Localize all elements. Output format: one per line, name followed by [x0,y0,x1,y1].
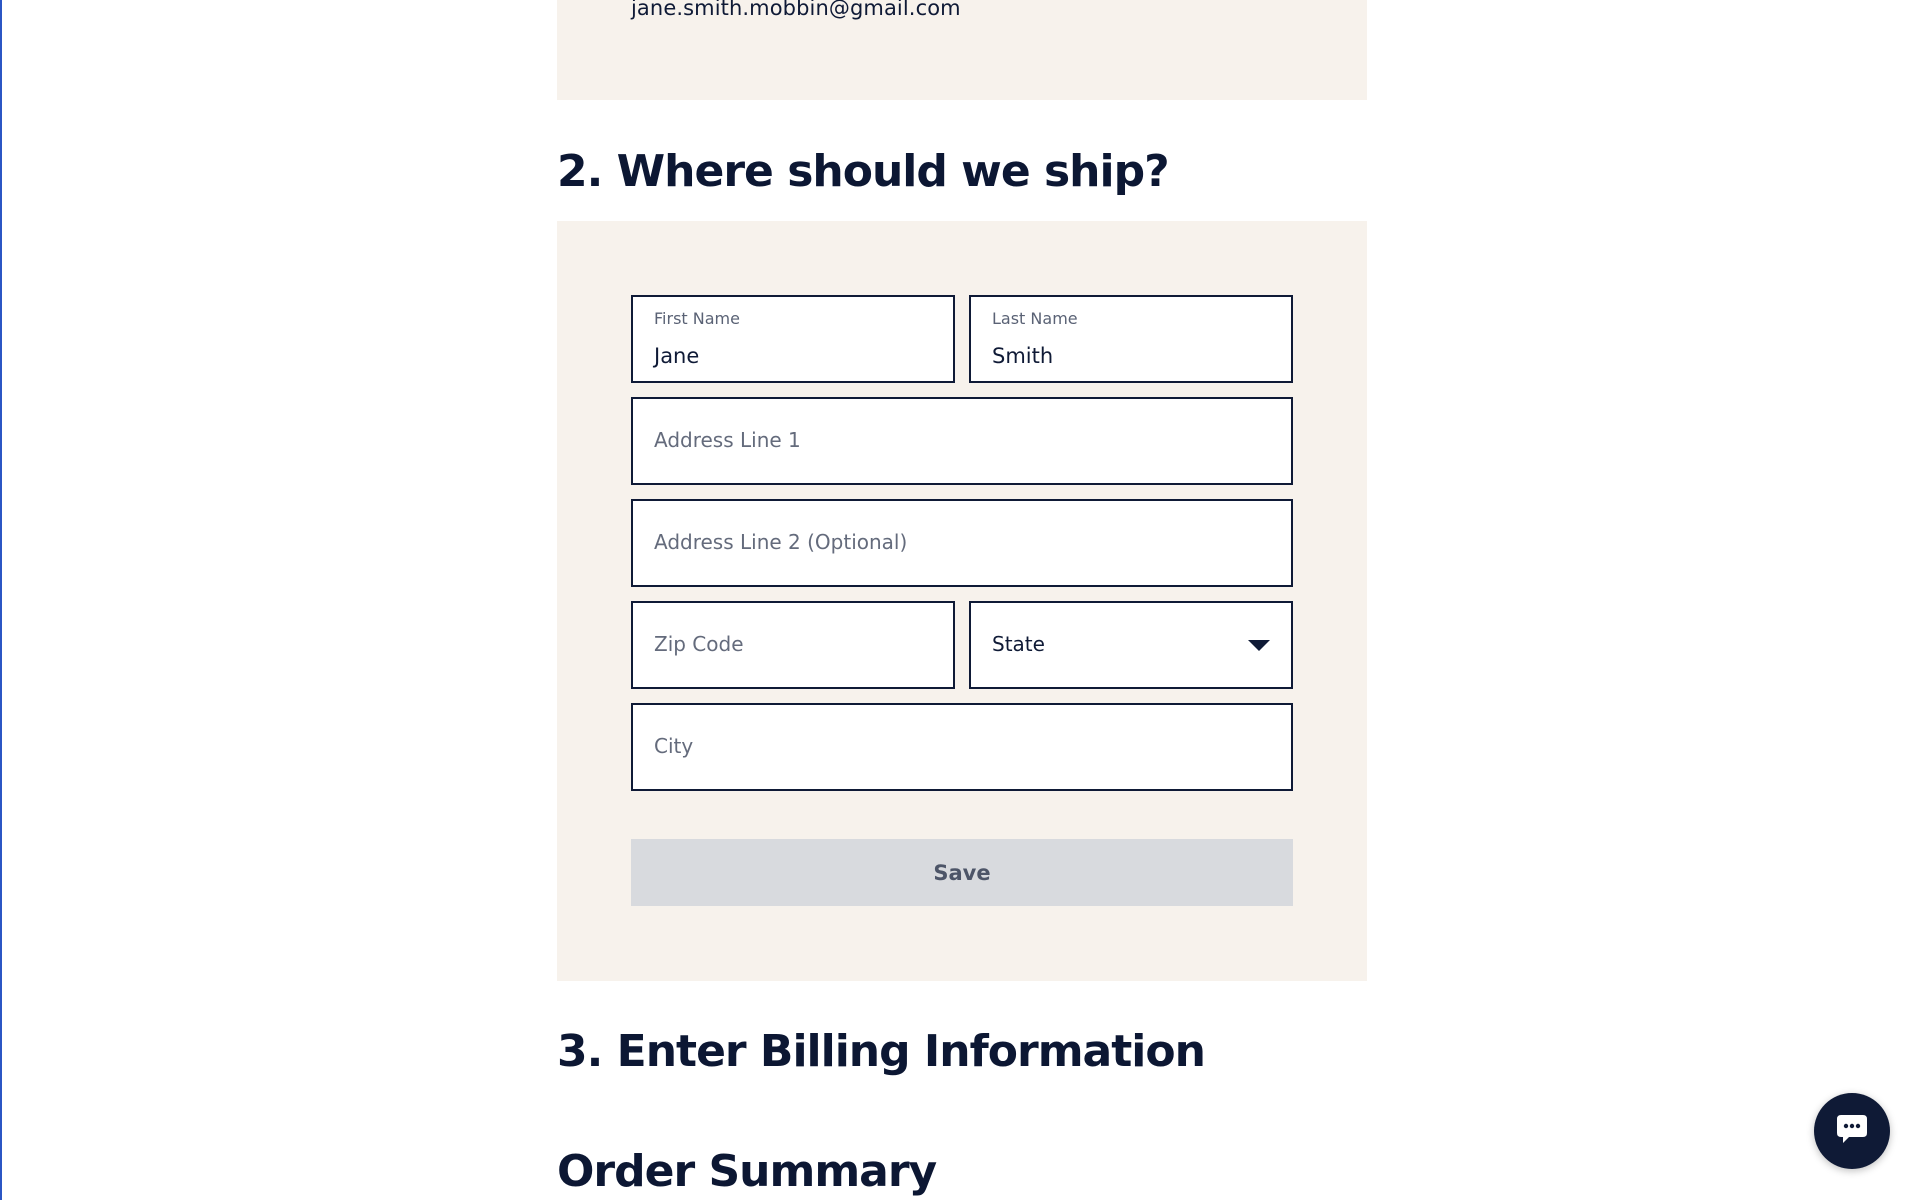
first-name-field[interactable] [631,295,955,383]
save-button[interactable]: Save [631,839,1293,906]
state-selected-value: State [992,632,1045,656]
last-name-field[interactable] [969,295,1293,383]
shipping-heading: 2. Where should we ship? [557,146,1169,197]
zip-code-field[interactable] [631,601,955,689]
address-line-1-placeholder: Address Line 1 [654,428,801,452]
address-line-1-field[interactable] [631,397,1293,485]
zip-code-placeholder: Zip Code [654,632,744,656]
billing-heading: 3. Enter Billing Information [557,1026,1205,1077]
last-name-value: Smith [992,344,1054,368]
chat-bubble-icon [1835,1113,1869,1149]
city-placeholder: City [654,734,694,758]
first-name-label: First Name [654,309,740,328]
first-name-value: Jane [654,344,700,368]
chat-launcher-button[interactable] [1814,1093,1890,1169]
contact-email: jane.smith.mobbin@gmail.com [631,0,961,20]
city-field[interactable] [631,703,1293,791]
contact-info-card [557,0,1367,100]
order-summary-heading: Order Summary [557,1146,937,1197]
last-name-label: Last Name [992,309,1078,328]
address-line-2-field[interactable] [631,499,1293,587]
shipping-form-card [557,221,1367,981]
address-line-2-placeholder: Address Line 2 (Optional) [654,530,908,554]
state-select[interactable] [969,601,1293,689]
chevron-down-icon [1248,640,1270,651]
